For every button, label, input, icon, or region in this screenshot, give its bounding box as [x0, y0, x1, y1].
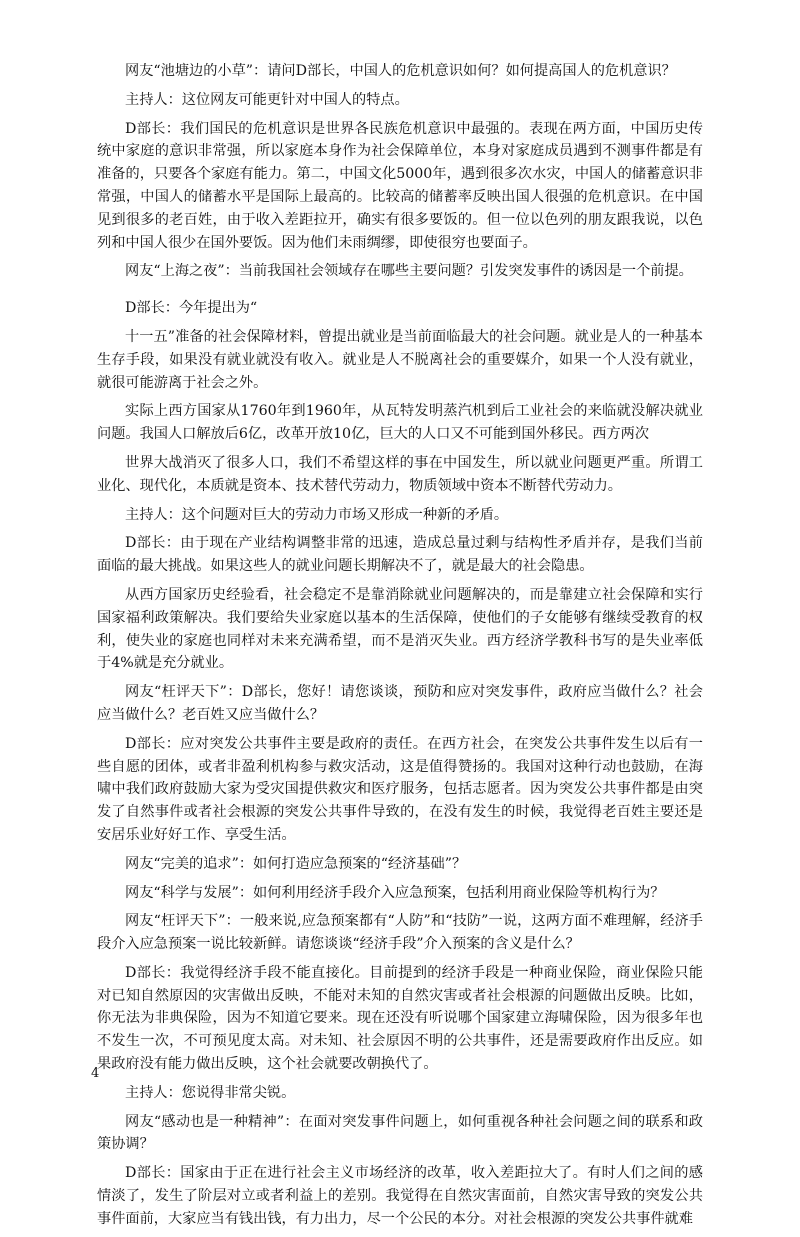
- paragraph: D部长：应对突发公共事件主要是政府的责任。在西方社会，在突发公共事件发生以后有一些自愿的团体，或者非盈利机构参与救灾活动，这是值得赞扬的。我国对这种行动也鼓励，在海啸中我们政府鼓励大家为受灾国提供救灾和医疗服务，包括志愿者。因为突发公共事件都是由突发了自然事件或者社会根源的突发公共事件导致的，在没有发生的时候，我觉得老百姓主要还是安居乐业好好工作、享受生活。: [97, 735, 703, 843]
- paragraph: 十一五”准备的社会保障材料，曾提出就业是当前面临最大的社会问题。就业是人的一种基本生存手段，如果没有就业就没有收入。就业是人不脱离社会的重要媒介，如果一个人没有就业，就很可能游离于社会之外。: [97, 328, 703, 391]
- paragraph: 网友“感动也是一种精神”：在面对突发事件问题上，如何重视各种社会问题之间的联系和政策协调？: [97, 1113, 703, 1153]
- paragraph: 主持人：这个问题对巨大的劳动力市场又形成一种新的矛盾。: [125, 506, 509, 523]
- paragraph: 网友“上海之夜”：当前我国社会领域存在哪些主要问题？引发突发事件的诱因是一个前提。: [125, 263, 693, 280]
- paragraph: 世界大战消灭了很多人口，我们不希望这样的事在中国发生，所以就业问题更严重。所谓工业化、现代化，本质就是资本、技术替代劳动力，物质领域中资本不断替代劳动力。: [97, 454, 703, 494]
- page-number: 4: [91, 1066, 100, 1081]
- paragraph: 网友“池塘边的小草”：请问D部长，中国人的危机意识如何？如何提高国人的危机意识？: [125, 63, 676, 79]
- paragraph: 主持人：您说得非常尖锐。: [125, 1084, 296, 1101]
- paragraph: D部长：国家由于正在进行社会主义市场经济的改革，收入差距拉大了。有时人们之间的感情淡了，发生了阶层对立或者利益上的差别。我觉得在自然灾害面前，自然灾害导致的突发公共事件面前，大家应当有钱出钱，有力出力，尽一个公民的本分。对社会根源的突发公共事件就难: [97, 1165, 703, 1227]
- paragraph: 网友“科学与发展”：如何利用经济手段介入应急预案，包括利用商业保险等机构行为？: [125, 884, 665, 901]
- paragraph: D部长：今年提出为“: [125, 300, 258, 317]
- paragraph: 网友“枉评天下”：一般来说,应急预案都有“人防”和“技防”一说，这两方面不难理解，经济手段介入应急预案一说比较新鲜。请您谈谈“经济手段”介入预案的含义是什么？: [97, 913, 703, 953]
- paragraph: 网友“枉评天下”：D部长，您好！请您谈谈，预防和应对突发事件，政府应当做什么？社会应当做什么？老百姓又应当做什么？: [97, 684, 703, 723]
- paragraph: 实际上西方国家从1760年到1960年，从瓦特发明蒸汽机到后工业社会的来临就没解决就业问题。我国人口解放后6亿，改革开放10亿，巨大的人口又不可能到国外移民。西方两次: [97, 403, 703, 443]
- article-body: [97, 60, 703, 1237]
- paragraph: 主持人：这位网友可能更针对中国人的特点。: [125, 91, 409, 108]
- paragraph: 网友“完美的追求”：如何打造应急预案的“经济基础”？: [125, 855, 467, 872]
- paragraph: D部长：我觉得经济手段不能直接化。目前提到的经济手段是一种商业保险，商业保险只能对已知自然原因的灾害做出反映，不能对未知的自然灾害或者社会根源的问题做出反映。比如，你无法为非典保险，因为不知道它要来。现在还没有听说哪个国家建立海啸保险，因为很多年也不发生一次，不可预见度太高。对未知、社会原因不明的公共事件，还是需要政府作出反应。如果政府没有能力做出反映，这个社会就要改朝换代了。: [97, 964, 703, 1073]
- paragraph: 从西方国家历史经验看，社会稳定不是靠消除就业问题解决的，而是靠建立社会保障和实行国家福利政策解决。我们要给失业家庭以基本的生活保障，使他们的子女能够有继续受教育的权利，使失业的家庭也同样对未来充满希望，而不是消灭失业。西方经济学教科书写的是失业率低于4%就是充分就业。: [97, 586, 703, 672]
- paragraph: D部长：我们国民的危机意识是世界各民族危机意识中最强的。表现在两方面，中国历史传统中家庭的意识非常强，所以家庭本身作为社会保障单位，本身对家庭成员遇到不测事件都是有准备的，只要各个家庭有能力。第二，中国文化5000年，遇到很多次水灾，中国人的储蓄意识非常强，中国人的储蓄水平是国际上最高的。比较高的储蓄率反映出国人很强的危机意识。在中国见到很多的老百姓，由于收入差距拉开，确实有很多要饭的。但一位以色列的朋友跟我说，以色列和中国人很少在国外要饭。因为他们未雨绸缪，即使很穷也要面子。: [97, 120, 703, 251]
- paragraph: D部长：由于现在产业结构调整非常的迅速，造成总量过剩与结构性矛盾并存，是我们当前面临的最大挑战。如果这些人的就业问题长期解决不了，就是最大的社会隐患。: [97, 535, 703, 575]
